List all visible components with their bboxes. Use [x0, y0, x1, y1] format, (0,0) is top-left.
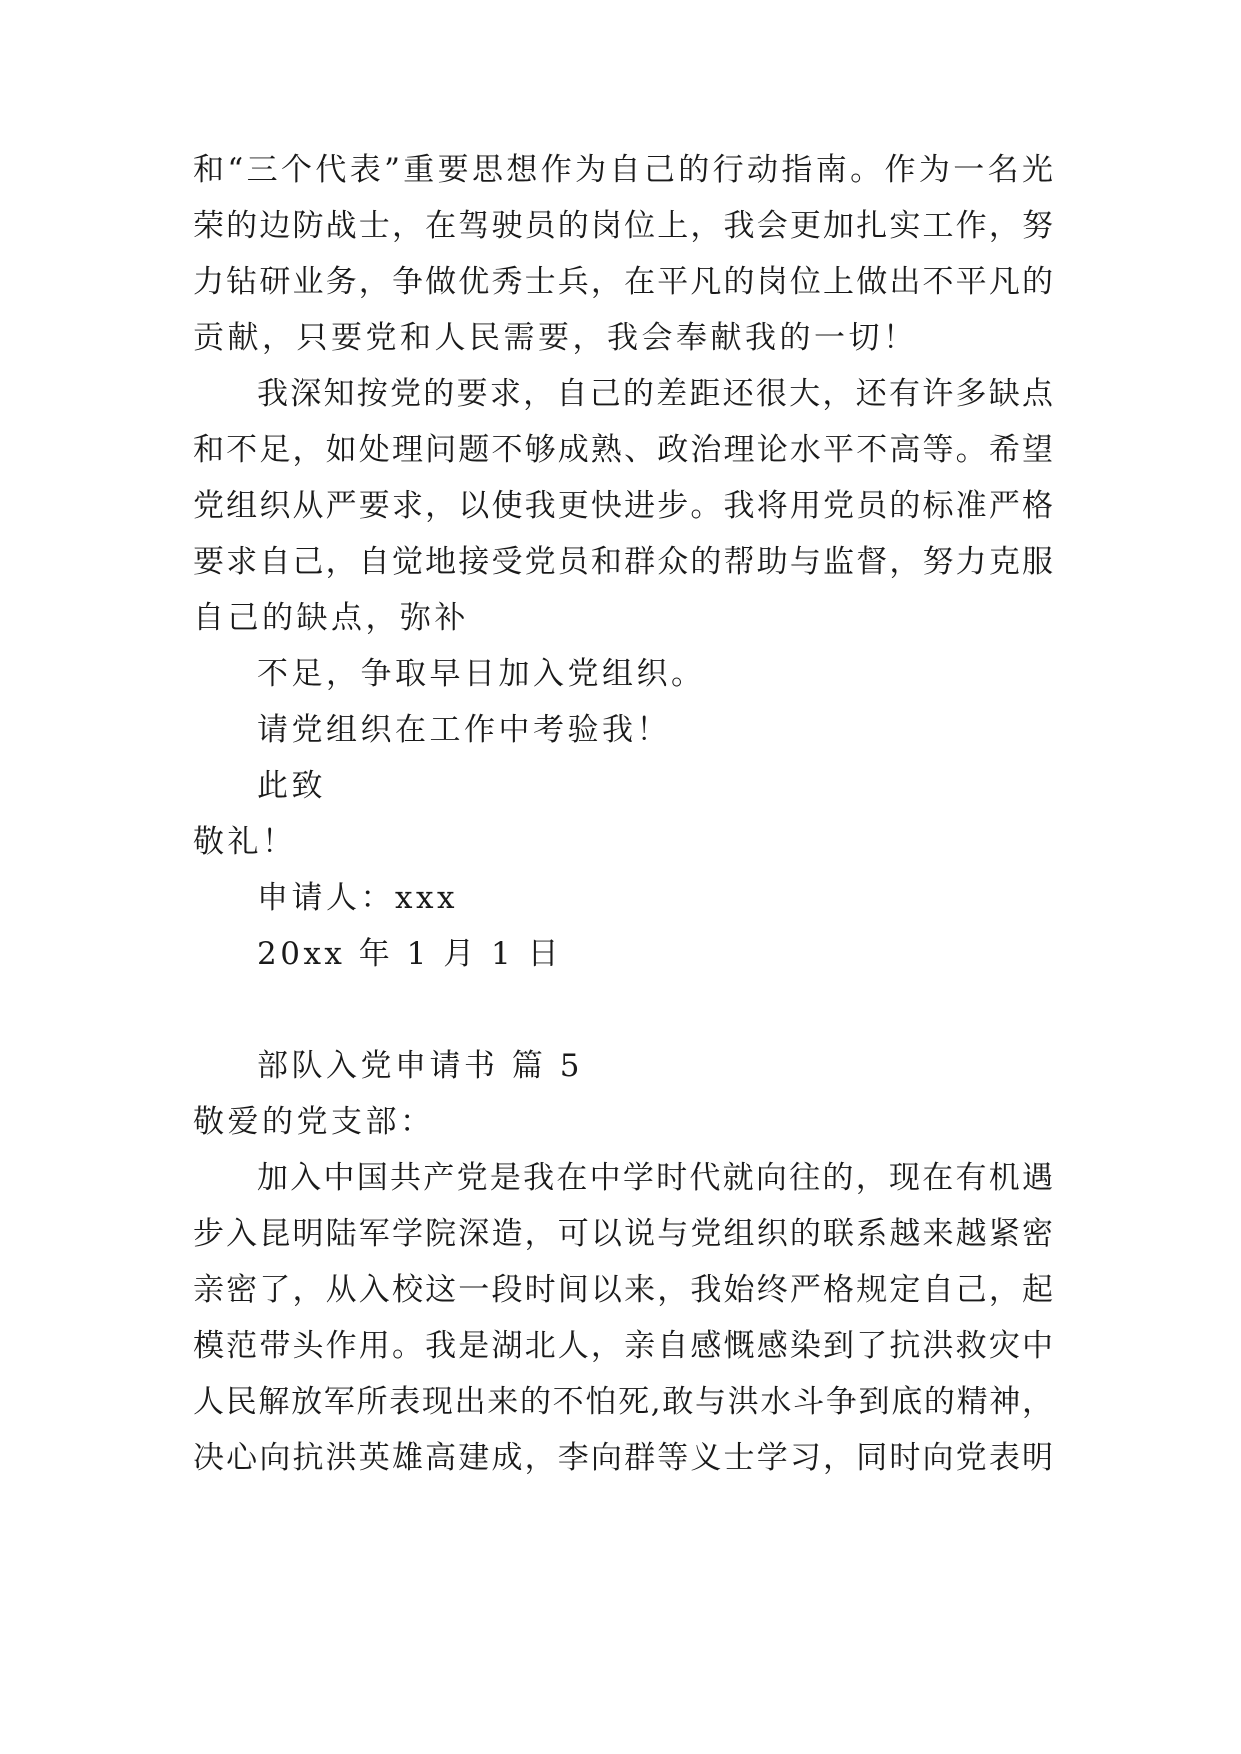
paragraph-5-line-5: 人民解放军所表现出来的不怕死,敢与洪水斗争到底的精神， [193, 1384, 1053, 1420]
greeting: 敬爱的党支部： [193, 1104, 435, 1140]
paragraph-5-line-1: 加入中国共产党是我在中学时代就向往的，现在有机遇 [257, 1160, 1053, 1196]
applicant-signature: 申请人：xxx [257, 880, 458, 916]
paragraph-5-line-4: 模范带头作用。我是湖北人，亲自感慨感染到了抗洪救灾中 [193, 1328, 1053, 1364]
paragraph-2-line-1: 我深知按党的要求，自己的差距还很大，还有许多缺点 [257, 376, 1053, 412]
paragraph-2-line-3: 党组织从严要求，以使我更快进步。我将用党员的标准严格 [193, 488, 1053, 524]
paragraph-2-line-5: 自己的缺点，弥补 [193, 600, 469, 636]
paragraph-1-line-3: 力钻研业务，争做优秀士兵，在平凡的岗位上做出不平凡的 [193, 264, 1053, 300]
paragraph-1-line-1: 和“三个代表”重要思想作为自己的行动指南。作为一名光 [193, 152, 1053, 188]
paragraph-3: 不足，争取早日加入党组织。 [257, 656, 706, 692]
paragraph-5-line-2: 步入昆明陆军学院深造，可以说与党组织的联系越来越紧密 [193, 1216, 1053, 1252]
paragraph-5-line-6: 决心向抗洪英雄高建成，李向群等义士学习，同时向党表明 [193, 1440, 1053, 1476]
paragraph-2-line-2: 和不足，如处理问题不够成熟、政治理论水平不高等。希望 [193, 432, 1053, 468]
paragraph-5-line-3: 亲密了，从入校这一段时间以来，我始终严格规定自己，起 [193, 1272, 1053, 1308]
paragraph-1-line-4: 贡献，只要党和人民需要，我会奉献我的一切！ [193, 320, 918, 356]
paragraph-2-line-4: 要求自己，自觉地接受党员和群众的帮助与监督，努力克服 [193, 544, 1053, 580]
closing-salutation: 此致 [257, 768, 326, 804]
paragraph-1-line-2: 荣的边防战士，在驾驶员的岗位上，我会更加扎实工作，努 [193, 208, 1053, 244]
section-title: 部队入党申请书 篇 5 [257, 1048, 583, 1084]
signature-date: 20xx 年 1 月 1 日 [257, 936, 563, 972]
paragraph-4: 请党组织在工作中考验我！ [257, 712, 671, 748]
closing-respect: 敬礼！ [193, 824, 297, 860]
